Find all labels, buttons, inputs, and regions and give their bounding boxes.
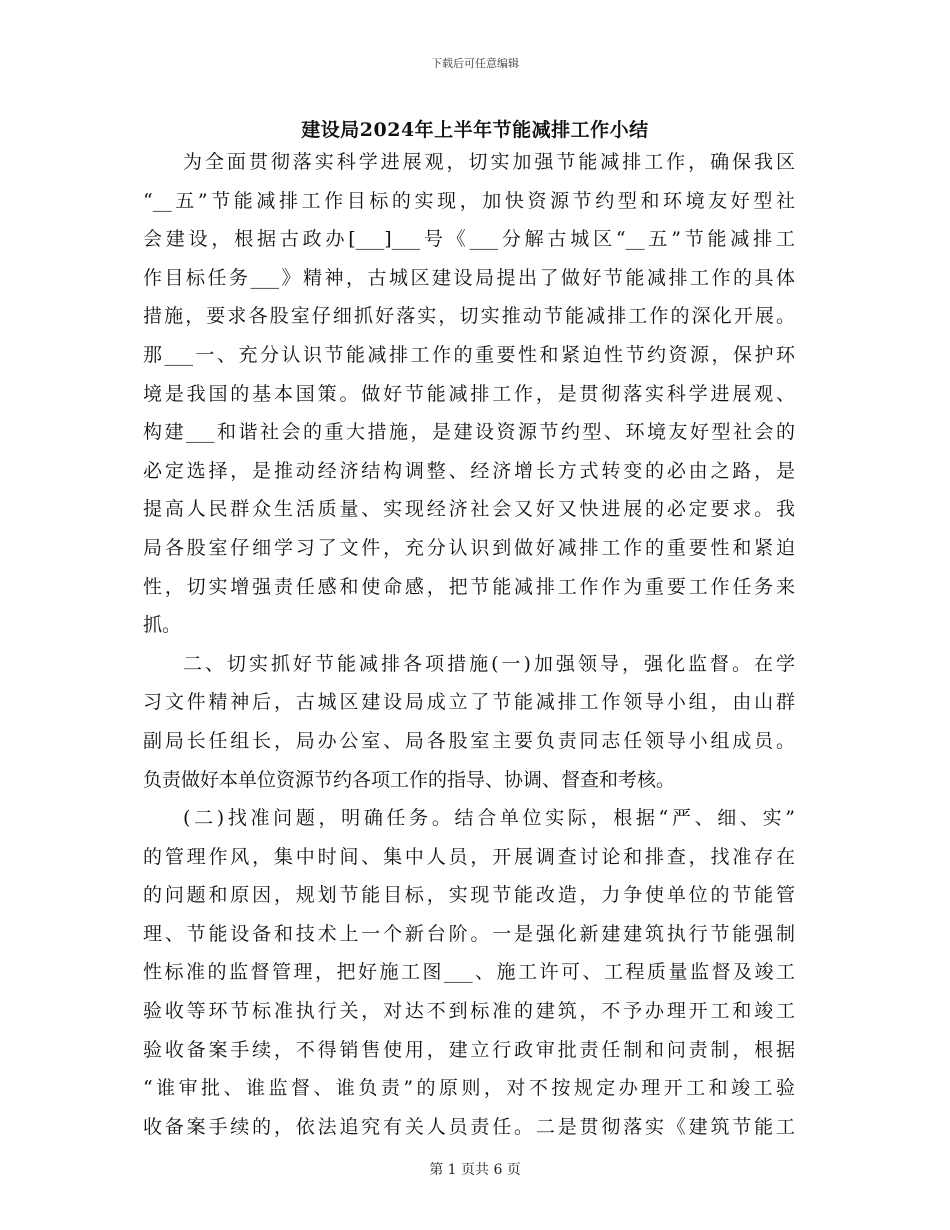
page-number-footer: 第 1 页共 6 页	[429, 1162, 521, 1178]
paragraph-line: 那___一、充分认识节能减排工作的重要性和紧迫性节约资源，保护环	[143, 343, 795, 366]
paragraph-line: 性，切实增强责任感和使命感，把节能减排工作作为重要工作任务来	[143, 575, 795, 598]
paragraph-line: 会建设，根据古政办[___]___号《___分解古城区“__五”节能减排工	[143, 228, 795, 251]
paragraph-line: 必定选择，是推动经济结构调整、经济增长方式转变的必由之路，是	[143, 459, 795, 482]
paragraph-line: 局各股室仔细学习了文件，充分认识到做好减排工作的重要性和紧迫	[143, 536, 795, 559]
document-body	[143, 143, 795, 1146]
paragraph-line: 理、节能设备和技术上一个新台阶。一是强化新建建筑执行节能强制	[143, 922, 795, 945]
paragraph-line: 验收等环节标准执行关，对达不到标准的建筑，不予办理开工和竣工	[143, 1000, 795, 1023]
header-note: 下载后可任意编辑	[431, 57, 519, 70]
paragraph-line: 抓。	[143, 614, 182, 637]
paragraph-line: 的问题和原因，规划节能目标，实现节能改造，力争使单位的节能管	[143, 884, 795, 907]
paragraph-line: 副局长任组长，局办公室、局各股室主要负责同志任领导小组成员。	[143, 729, 795, 752]
paragraph-line: 构建___和谐社会的重大措施，是建设资源节约型、环境友好型社会的	[143, 421, 795, 444]
paragraph-line: 提高人民群众生活质量、实现经济社会又好又快进展的必定要求。我	[143, 498, 795, 521]
paragraph-line: 境是我国的基本国策。做好节能减排工作，是贯彻落实科学进展观、	[143, 382, 795, 405]
paragraph-line: “__五”节能减排工作目标的实现，加快资源节约型和环境友好型社	[143, 189, 795, 212]
paragraph-line: 习文件精神后，古城区建设局成立了节能减排工作领导小组，由山群	[143, 691, 795, 714]
paragraph-line: 二、切实抓好节能减排各项措施(一)加强领导，强化监督。在学	[183, 652, 795, 675]
paragraph-line: 措施，要求各股室仔细抓好落实，切实推动节能减排工作的深化开展。	[143, 305, 795, 328]
paragraph-line: 的管理作风，集中时间、集中人员，开展调查讨论和排查，找准存在	[143, 845, 795, 868]
paragraph-line: 验收备案手续，不得销售使用，建立行政审批责任制和问责制，根据	[143, 1038, 795, 1061]
document-title: 建设局2024年上半年节能减排工作小结	[301, 119, 649, 141]
paragraph-line: 负责做好本单位资源节约各项工作的指导、协调、督查和考核。	[143, 768, 676, 791]
paragraph-line: 作目标任务___》精神，古城区建设局提出了做好节能减排工作的具体	[143, 266, 795, 289]
paragraph-line: 性标准的监督管理，把好施工图___、施工许可、工程质量监督及竣工	[143, 961, 795, 984]
paragraph-line: 收备案手续的，依法追究有关人员责任。二是贯彻落实《建筑节能工	[143, 1115, 795, 1138]
paragraph-line: 为全面贯彻落实科学进展观，切实加强节能减排工作，确保我区	[183, 151, 795, 173]
paragraph-line: “谁审批、谁监督、谁负责”的原则，对不按规定办理开工和竣工验	[143, 1077, 795, 1100]
paragraph-line: (二)找准问题，明确任务。结合单位实际，根据“严、细、实”	[183, 807, 795, 830]
